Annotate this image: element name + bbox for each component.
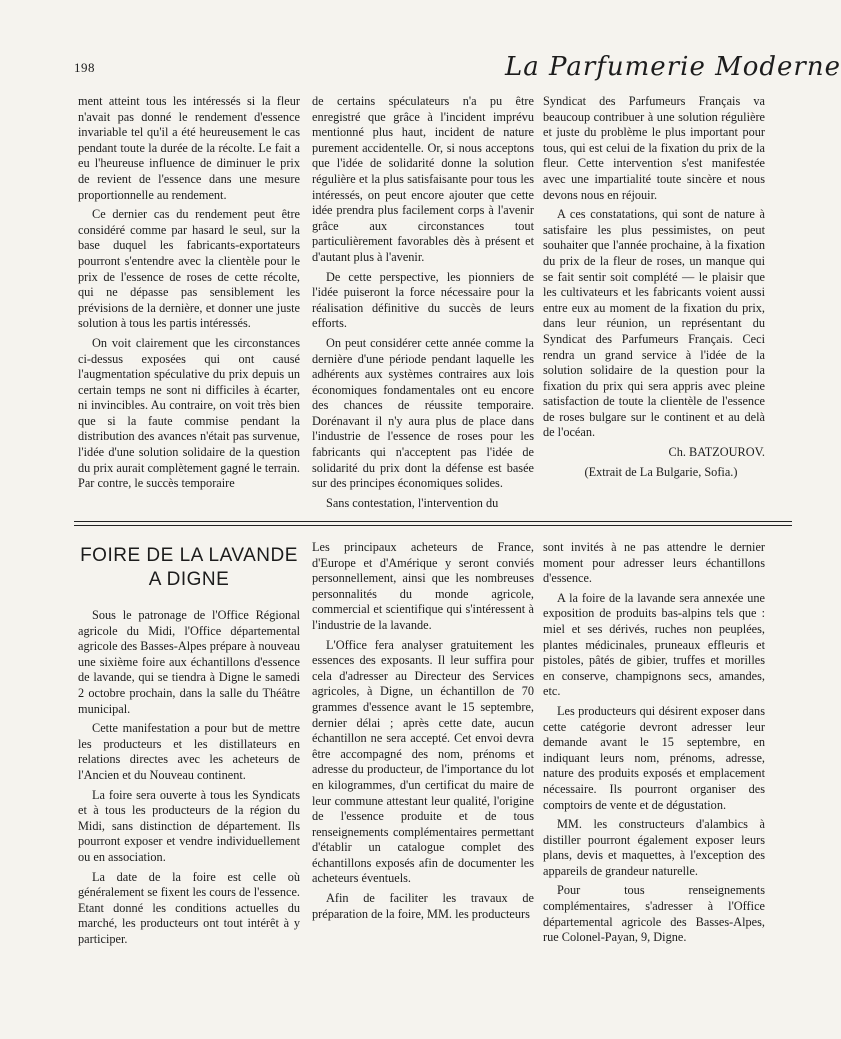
top-article-column-1 [78, 94, 300, 496]
bottom-article-column-1 [78, 540, 300, 951]
paragraph: La foire sera ouverte à tous les Syndicats et à tous les producteurs de la région du Midi, sans distinction de département. Ils pourront exposer et vendre individuellement ou en association. [78, 787, 300, 864]
headline-line-2: A DIGNE [148, 569, 230, 590]
paragraph: L'Office fera analyser gratuitement les essences des exposants. Il leur suffira pour cela d'adresser au Directeur des Services agricoles, à Digne, un échantillon de 70 grammes d'essence avant le 15 septembre, dernier délai ; après cette date, aucun échantillon ne sera accepté. Cet envoi devra être accompagné des nom, prénoms et adresse du producteur, de l'importance du lot en kilogrammes, d'un certificat du maire de leur commune attestant leur qualité, l'origine de l'essence produite et de tous renseignements complémentaires permettant d'établir un catalogue complet des échantillons exposés afin de documenter les acheteurs éventuels. [312, 637, 534, 886]
paragraph: A ces constatations, qui sont de nature à satisfaire les plus pessimistes, on peut souhaiter que l'année prochaine, à la fixation du prix de la fleur de roses, un manque qui se fait sentir soit complété — le plaisir que les cultivateurs et les fabricants voient aussi entre eux au moment de la fixation du prix, dans leur réunion, un représentant du Syndicat des Parfumeurs Français. Ceci rendra un grand service à l'idée de la solution solidaire de la question pour la fixation du prix qui sera appris avec pleine satisfaction de toute la clientèle de l'essence de roses bulgare sur le continent et au delà de l'océan. [543, 207, 765, 440]
paragraph: Les producteurs qui désirent exposer dans cette catégorie devront adresser leur demande avant le 15 septembre, en indiquant leurs nom, prénoms, adresse, nature des produits exposés et emplacement nécessaire. Ils pourront organiser des comptoirs de vente et de dégustation. [543, 703, 765, 812]
paragraph: sont invités à ne pas attendre le dernier moment pour adresser leurs échantillons d'essence. [543, 540, 765, 586]
paragraph: Les principaux acheteurs de France, d'Europe et d'Amérique y seront conviés personnellement, ainsi que les nombreuses personnalités du monde agricole, commercial et scientifique qui s'intéressent à l'industrie de la lavande. [312, 540, 534, 632]
paragraph: La date de la foire est celle où généralement se fixent les cours de l'essence. Etant donné les conditions actuelles du marché, les producteurs ont tout intérêt à y participer. [78, 869, 300, 946]
top-article-column-2 [312, 94, 534, 515]
paragraph: Ce dernier cas du rendement peut être considéré comme par hasard le seul, sur la base duquel les fabricants-exportateurs pourront s'entendre avec la clientèle pour le prix de l'essence de roses de cette récolte, qui ne dépasse pas sensiblement les prévisions de la dernière, et donner une juste solution à tous les partis intéressés. [78, 207, 300, 331]
author-signature: Ch. BATZOUROV. [668, 445, 765, 460]
source-citation: (Extrait de La Bulgarie, Sofia.) [584, 464, 738, 479]
bottom-article-column-3 [543, 540, 765, 950]
page-number: 198 [74, 60, 95, 75]
article-headline [78, 544, 300, 592]
paragraph: On peut considérer cette année comme la dernière d'une période pendant laquelle les adhérents aux systèmes contraires aux lois économiques fondamentales ont eu encore des chances de réussite temporaire. Dorénavant il n'y aura plus de place dans l'industrie de l'essence de roses pour les fabricants qui n'acceptent pas l'idée de solidarité du prix dont la défense est basée sur des principes économiques solides. [312, 335, 534, 491]
paragraph: On voit clairement que les circonstances ci-dessus exposées qui ont causé l'augmentation spéculative du prix depuis un certain temps ne sont ni difficiles à écarter, ni invincibles. Au contraire, on voit très bien que si la faute commise pendant la distribution des avances n'était pas survenue, l'idée d'une solution solidaire de la question du prix aurait complètement gagné le terrain. Par contre, le succès temporaire [78, 335, 300, 491]
paragraph: Sous le patronage de l'Office Régional agricole du Midi, l'Office départemental agricole des Basses-Alpes prépare à nouveau une sixième foire aux échantillons d'essence de lavande, qui se tiendra à Digne le samedi 2 octobre prochain, dans la salle du Théâtre municipal. [78, 608, 300, 716]
paragraph: Cette manifestation a pour but de mettre les producteurs et les distillateurs en relations directes avec les acheteurs de l'Ancien et du Nouveau continent. [78, 721, 300, 782]
masthead-title: La Parfumerie Moderne [505, 52, 841, 82]
headline-line-1: FOIRE DE LA LAVANDE [80, 545, 298, 566]
top-article-column-3 [543, 94, 765, 484]
bottom-article-column-2 [312, 540, 534, 926]
paragraph: Pour tous renseignements complémentaires, s'adresser à l'Office départemental agricole des Basses-Alpes, rue Colonel-Payan, 9, Digne. [543, 883, 765, 945]
section-divider [74, 521, 792, 522]
section-divider [74, 525, 792, 526]
paragraph: A la foire de la lavande sera annexée une exposition de produits bas-alpins tels que : miel et ses dérivés, ruches non peuplées, plantes médicinales, pruneaux effleuris et pistoles, pâtés de gibier, truffes et morilles en conserve, champignons secs, amandes, etc. [543, 590, 765, 699]
paragraph: Afin de faciliter les travaux de préparation de la foire, MM. les producteurs [312, 891, 534, 921]
paragraph: de certains spéculateurs n'a pu être enregistré que grâce à l'incident imprévu mentionné plus haut, incident de nature purement accidentelle. Or, si nous acceptons que l'idée de solidarité donne la solution régulière et la plus satisfaisante pour tous les intéressés, on peut encore ajouter que cette idée prendra plus facilement corps à l'avenir grâce aux circonstances tout particulièrement favorables dès à présent et d'autant plus à l'avenir. [312, 94, 534, 264]
paragraph: ment atteint tous les intéressés si la fleur n'avait pas donné le rendement d'essence invariable tel qu'il a été heureusement le cas pendant toute la durée de la récolte. Le fait a eu l'heureuse influence de diminuer le prix de revient de l'essence dans une mesure proportionnelle au rendement. [78, 94, 300, 202]
paragraph: Syndicat des Parfumeurs Français va beaucoup contribuer à une solution régulière et juste du problème le plus important pour tous, qui est celui de la fixation du prix de la fleur. Cette intervention s'est manifestée avec une impartialité toute sincère et nous devons nous en réjouir. [543, 94, 765, 202]
paragraph: De cette perspective, les pionniers de l'idée puiseront la force nécessaire pour la réalisation définitive du succès de leurs efforts. [312, 269, 534, 331]
paragraph: MM. les constructeurs d'alambics à distiller pourront également exposer leurs plans, devis et maquettes, à l'exception des appareils de grandeur naturelle. [543, 817, 765, 878]
paragraph: Sans contestation, l'intervention du [326, 495, 499, 510]
